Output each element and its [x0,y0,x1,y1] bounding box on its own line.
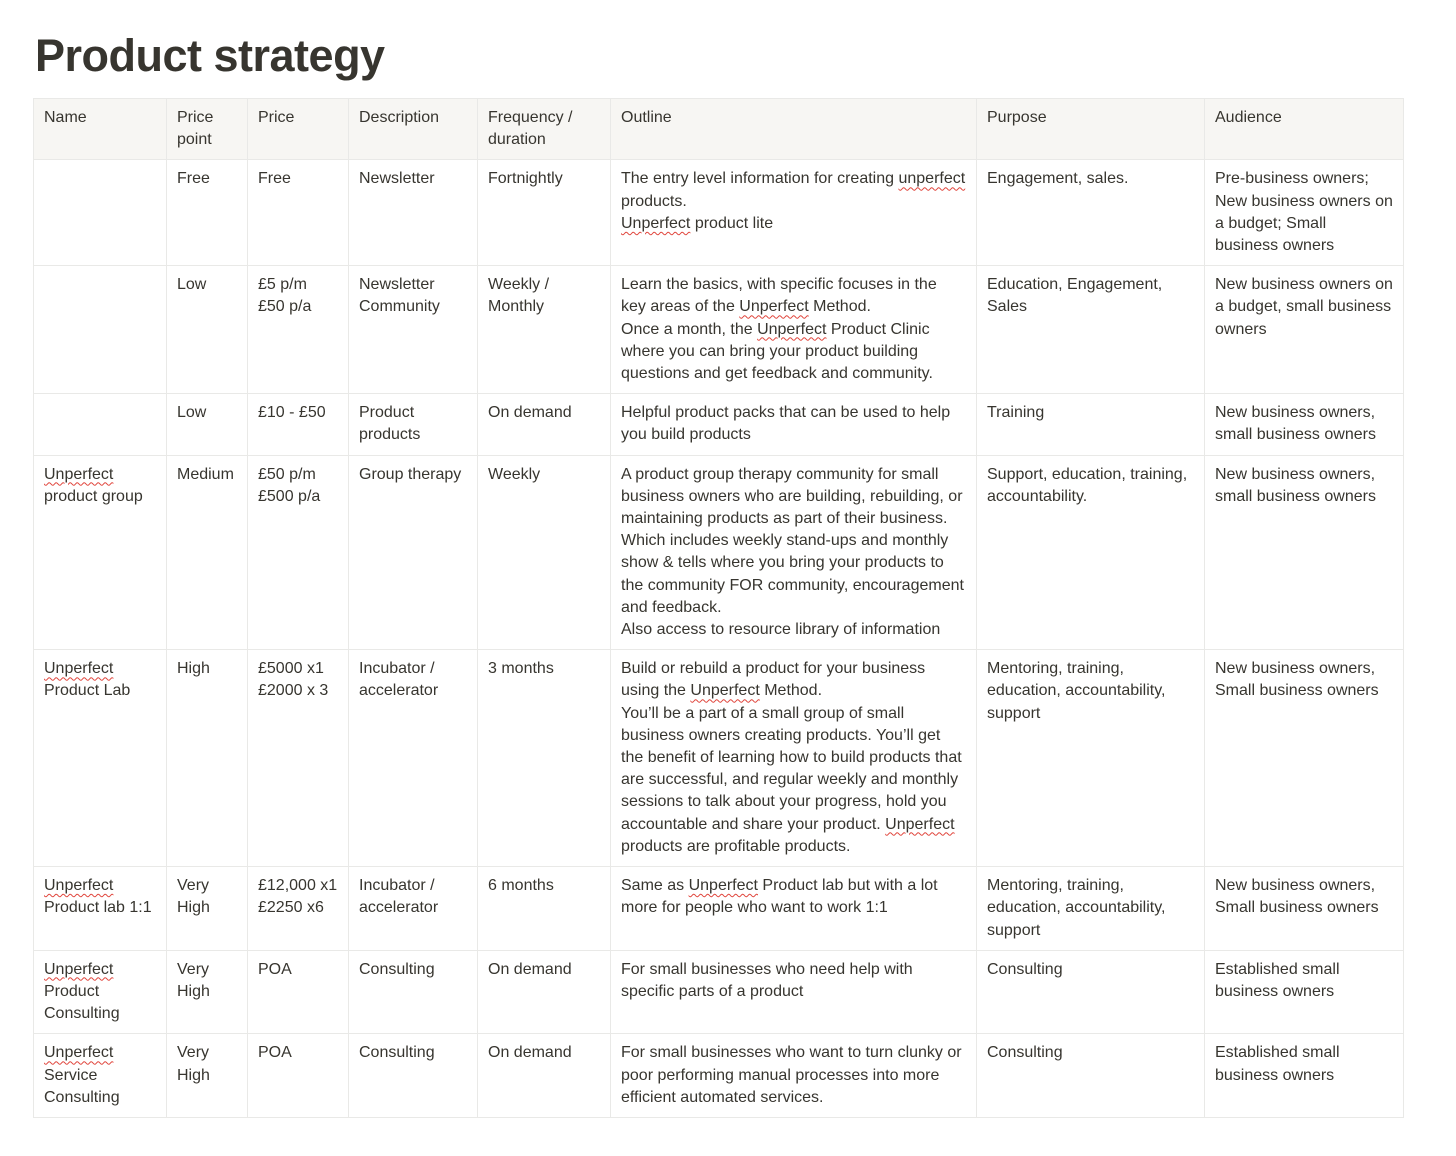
cell-name[interactable]: Unperfect product group [34,455,167,650]
cell-price[interactable] [248,1034,349,1118]
cell-frequency[interactable]: 3 months [478,650,611,867]
cell-purpose[interactable]: Training [977,394,1205,455]
cell-price-point[interactable]: Very High [167,1034,248,1118]
cell-price[interactable] [248,394,349,455]
cell-price-line: £50 p/m [258,465,316,483]
cell-price[interactable] [248,160,349,266]
cell-purpose[interactable]: Education, Engagement, Sales [977,266,1205,394]
cell-purpose[interactable]: Mentoring, training, education, accountability, support [977,650,1205,867]
cell-audience[interactable]: Pre-business owners; New business owners on a budget; Small business owners [1205,160,1404,266]
cell-description[interactable]: Incubator / accelerator [349,867,478,951]
column-header-price-point[interactable]: Price point [167,99,248,160]
cell-name[interactable] [34,394,167,455]
cell-name[interactable]: Unperfect Product Lab [34,650,167,867]
cell-description[interactable]: Group therapy [349,455,478,650]
table-row [34,160,1404,266]
cell-price-line: £5000 x1 [258,660,324,678]
cell-purpose[interactable]: Mentoring, training, education, accountability, support [977,867,1205,951]
cell-outline-line: A product group therapy community for small business owners who are building, rebuilding, or maintaining products as part of their business. Which includes weekly stand-ups and monthly show & tells where you bring your products to the community FOR community, encouragement and feedback. [621,465,964,616]
cell-outline[interactable] [611,867,977,951]
cell-outline[interactable] [611,950,977,1034]
cell-audience[interactable]: New business owners, small business owners [1205,455,1404,650]
cell-outline-line: You’ll be a part of a small group of small business owners creating products. You’ll get the benefit of learning how to build products that are successful, and regular weekly and monthly sessions to talk about your progress, hold you accountable and share your product. Unperfect products are profitable products. [621,704,962,855]
cell-price-point[interactable]: Medium [167,455,248,650]
table-row [34,1034,1404,1118]
cell-outline-line: The entry level information for creating unperfect products. [621,170,966,210]
cell-purpose[interactable]: Engagement, sales. [977,160,1205,266]
cell-outline-line: For small businesses who need help with specific parts of a product [621,960,913,1000]
cell-outline-line: Same as Unperfect Product lab but with a lot more for people who want to work 1:1 [621,877,938,917]
cell-price-line: Free [258,170,291,188]
table-row [34,266,1404,394]
cell-frequency[interactable]: Weekly [478,455,611,650]
cell-price-line: £5 p/m [258,276,307,294]
cell-price-point[interactable]: Low [167,266,248,394]
cell-price[interactable] [248,455,349,650]
table-header-row [34,99,1404,160]
cell-price-point[interactable]: Free [167,160,248,266]
cell-outline[interactable] [611,650,977,867]
cell-outline[interactable] [611,160,977,266]
cell-purpose[interactable]: Support, education, training, accountability. [977,455,1205,650]
cell-outline[interactable] [611,1034,977,1118]
cell-outline-line: Build or rebuild a product for your business using the Unperfect Method. [621,660,926,700]
cell-frequency[interactable]: Fortnightly [478,160,611,266]
cell-audience[interactable]: Established small business owners [1205,1034,1404,1118]
cell-purpose[interactable]: Consulting [977,950,1205,1034]
column-header-outline[interactable]: Outline [611,99,977,160]
table-row [34,650,1404,867]
cell-description[interactable]: Product products [349,394,478,455]
cell-price-line: £50 p/a [258,298,312,316]
cell-name[interactable]: Unperfect Product Consulting [34,950,167,1034]
cell-description[interactable]: Newsletter [349,160,478,266]
cell-description[interactable]: Incubator / accelerator [349,650,478,867]
cell-description[interactable]: Consulting [349,1034,478,1118]
cell-description[interactable]: Consulting [349,950,478,1034]
cell-audience[interactable]: New business owners on a budget, small business owners [1205,266,1404,394]
column-header-name[interactable]: Name [34,99,167,160]
cell-outline[interactable] [611,455,977,650]
cell-outline-line: Learn the basics, with specific focuses in the key areas of the Unperfect Method. [621,276,937,316]
cell-audience[interactable]: New business owners, small business owners [1205,394,1404,455]
cell-price[interactable] [248,950,349,1034]
cell-price[interactable] [248,266,349,394]
column-header-audience[interactable]: Audience [1205,99,1404,160]
column-header-price[interactable]: Price [248,99,349,160]
column-header-purpose[interactable]: Purpose [977,99,1205,160]
product-strategy-table [33,98,1404,1118]
cell-price[interactable] [248,867,349,951]
cell-outline-line: Unperfect product lite [621,214,774,232]
cell-outline[interactable] [611,394,977,455]
cell-audience[interactable]: New business owners, Small business owners [1205,867,1404,951]
table-row [34,867,1404,951]
cell-price-point[interactable]: High [167,650,248,867]
cell-price-line: £2000 x 3 [258,682,329,700]
cell-price-line: £10 - £50 [258,404,326,422]
cell-purpose[interactable]: Consulting [977,1034,1205,1118]
cell-audience[interactable]: New business owners, Small business owners [1205,650,1404,867]
cell-price-line: POA [258,1044,292,1062]
cell-price-point[interactable]: Very High [167,950,248,1034]
cell-outline-line: Once a month, the Unperfect Product Clinic where you can bring your product building questions and get feedback and community. [621,320,933,383]
cell-price-line: £500 p/a [258,487,321,505]
cell-audience[interactable]: Established small business owners [1205,950,1404,1034]
table-row [34,455,1404,650]
cell-frequency[interactable]: On demand [478,394,611,455]
cell-name[interactable]: Unperfect Product lab 1:1 [34,867,167,951]
cell-price-line: £2250 x6 [258,899,324,917]
cell-frequency[interactable]: Weekly / Monthly [478,266,611,394]
cell-price-line: POA [258,960,292,978]
page-title: Product strategy [35,30,385,81]
cell-price-line: £12,000 x1 [258,877,338,895]
cell-frequency[interactable]: 6 months [478,867,611,951]
cell-price-point[interactable]: Very High [167,867,248,951]
table-row [34,394,1404,455]
column-header-description[interactable]: Description [349,99,478,160]
cell-price-point[interactable]: Low [167,394,248,455]
cell-name[interactable]: Unperfect Service Consulting [34,1034,167,1118]
cell-outline[interactable] [611,266,977,394]
column-header-frequency[interactable]: Frequency / duration [478,99,611,160]
cell-outline-line: Also access to resource library of information [621,621,941,639]
cell-price[interactable] [248,650,349,867]
product-strategy-table-wrapper [33,98,1403,1118]
cell-name[interactable] [34,160,167,266]
table-row [34,950,1404,1034]
table-body [34,160,1404,1118]
cell-outline-line: For small businesses who want to turn clunky or poor performing manual processes into more efficient automated services. [621,1044,962,1106]
cell-name[interactable] [34,266,167,394]
cell-frequency[interactable]: On demand [478,950,611,1034]
cell-outline-line: Helpful product packs that can be used to help you build products [621,404,951,444]
cell-frequency[interactable]: On demand [478,1034,611,1118]
cell-description[interactable]: Newsletter Community [349,266,478,394]
